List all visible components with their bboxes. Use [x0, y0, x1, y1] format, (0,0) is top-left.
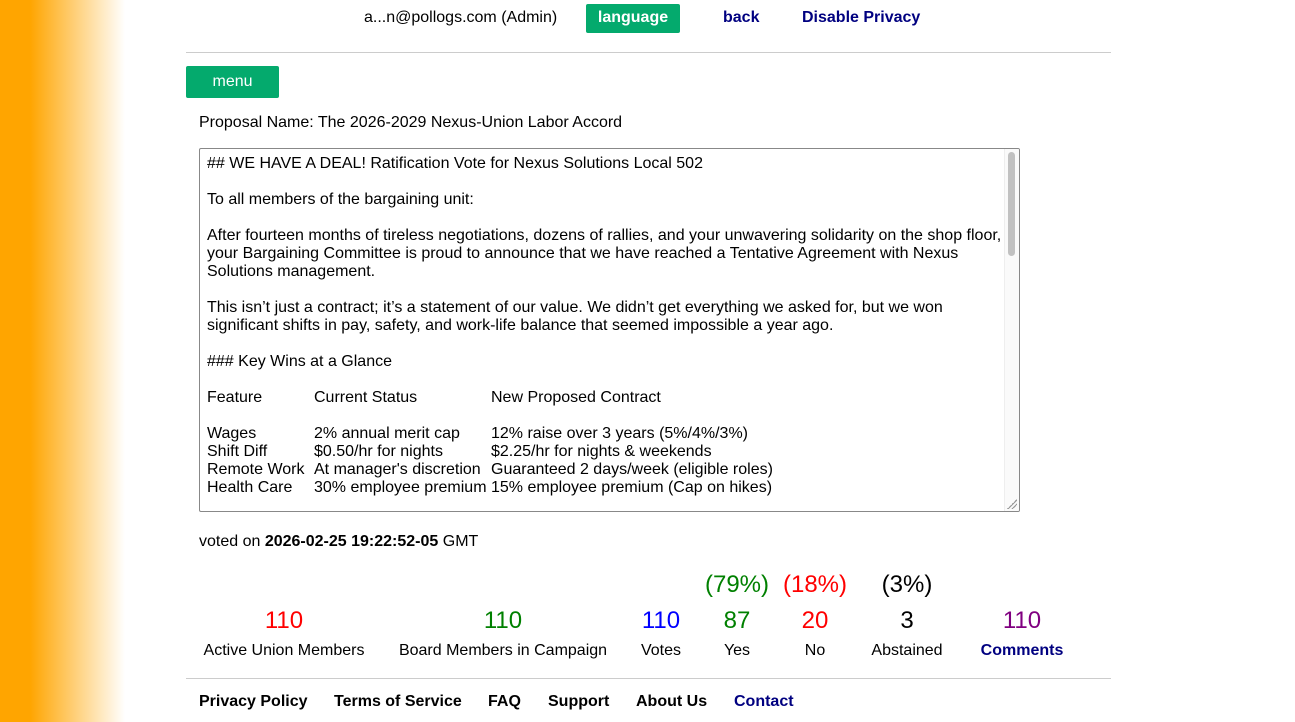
- board-members-count: 110: [483, 607, 523, 634]
- faq-link[interactable]: FAQ: [488, 693, 521, 710]
- contact-link[interactable]: Contact: [734, 693, 794, 710]
- scrollbar-thumb[interactable]: [1008, 152, 1015, 256]
- table-row: [207, 425, 773, 443]
- footer: [186, 678, 1111, 710]
- voted-suffix: GMT: [438, 533, 479, 550]
- table-cell: Wages: [207, 425, 257, 442]
- abstained-count: 3: [900, 607, 914, 634]
- menu-button[interactable]: menu: [186, 66, 279, 98]
- active-members-label: Active Union Members: [203, 642, 365, 659]
- table-cell: 30% employee premium: [314, 479, 487, 496]
- scrollbar[interactable]: [1004, 149, 1019, 511]
- privacy-policy-link[interactable]: Privacy Policy: [199, 693, 308, 710]
- table-row: [207, 479, 773, 497]
- comments-count: 110: [1002, 607, 1042, 634]
- yes-percent: (79%): [704, 571, 770, 598]
- resize-handle-icon[interactable]: [1007, 499, 1017, 509]
- no-count: 20: [801, 607, 829, 634]
- key-wins-table: [207, 389, 773, 497]
- table-header: New Proposed Contract: [491, 389, 661, 406]
- table-cell: $0.50/hr for nights: [314, 443, 443, 460]
- voted-datetime: 2026-02-25 19:22:52-05: [264, 533, 439, 550]
- disable-privacy-link[interactable]: Disable Privacy: [802, 9, 921, 26]
- table-cell: Shift Diff: [207, 443, 268, 460]
- yes-label: Yes: [723, 642, 751, 659]
- table-header-row: [207, 389, 773, 407]
- terms-link[interactable]: Terms of Service: [334, 693, 462, 710]
- votes-count: 110: [641, 607, 681, 634]
- user-email: a...n@pollogs.com (Admin): [364, 9, 558, 26]
- language-button[interactable]: language: [586, 4, 680, 33]
- proposal-paragraph: After fourteen months of tireless negotiations, dozens of rallies, and your unwavering solidarity on the shop floor, your Bargaining Committee is proud to announce that we have reached a Tentative Agreement with Nexus Solutions management.: [207, 227, 1002, 280]
- back-link[interactable]: back: [723, 9, 760, 26]
- yes-count: 87: [723, 607, 751, 634]
- active-members-count: 110: [264, 607, 304, 634]
- abstained-label: Abstained: [871, 642, 943, 659]
- table-cell: At manager's discretion: [314, 461, 481, 478]
- abstained-percent: (3%): [881, 571, 933, 598]
- proposal-text-area[interactable]: [199, 148, 1020, 512]
- table-row: [207, 443, 773, 461]
- votes-label: Votes: [640, 642, 682, 659]
- top-bar: [186, 0, 1111, 53]
- table-cell: Guaranteed 2 days/week (eligible roles): [491, 461, 773, 478]
- support-link[interactable]: Support: [548, 693, 610, 710]
- table-cell: $2.25/hr for nights & weekends: [491, 443, 712, 460]
- about-link[interactable]: About Us: [636, 693, 708, 710]
- proposal-paragraph: To all members of the bargaining unit:: [207, 191, 474, 208]
- table-cell: 2% annual merit cap: [314, 425, 460, 442]
- proposal-paragraph: ### Key Wins at a Glance: [207, 353, 392, 370]
- table-header: Feature: [207, 389, 263, 406]
- table-row: [207, 461, 773, 479]
- proposal-paragraph: This isn’t just a contract; it’s a statement of our value. We didn’t get everything we asked for, but we won significant shifts in pay, safety, and work-life balance that seemed impossible a year ago.: [207, 299, 943, 334]
- table-cell: 12% raise over 3 years (5%/4%/3%): [491, 425, 748, 442]
- comments-link[interactable]: Comments: [980, 642, 1064, 659]
- voted-prefix: voted on: [199, 533, 265, 550]
- table-cell: Health Care: [207, 479, 293, 496]
- table-cell: Remote Work: [207, 461, 305, 478]
- proposal-paragraph: ## WE HAVE A DEAL! Ratification Vote for Nexus Solutions Local 502: [207, 155, 703, 172]
- table-cell: 15% employee premium (Cap on hikes): [491, 479, 773, 496]
- no-percent: (18%): [782, 571, 848, 598]
- no-label: No: [804, 642, 826, 659]
- table-header: Current Status: [314, 389, 418, 406]
- board-members-label: Board Members in Campaign: [398, 642, 608, 659]
- voted-timestamp: [199, 533, 478, 551]
- proposal-name: Proposal Name: The 2026-2029 Nexus-Union Labor Accord: [199, 114, 623, 131]
